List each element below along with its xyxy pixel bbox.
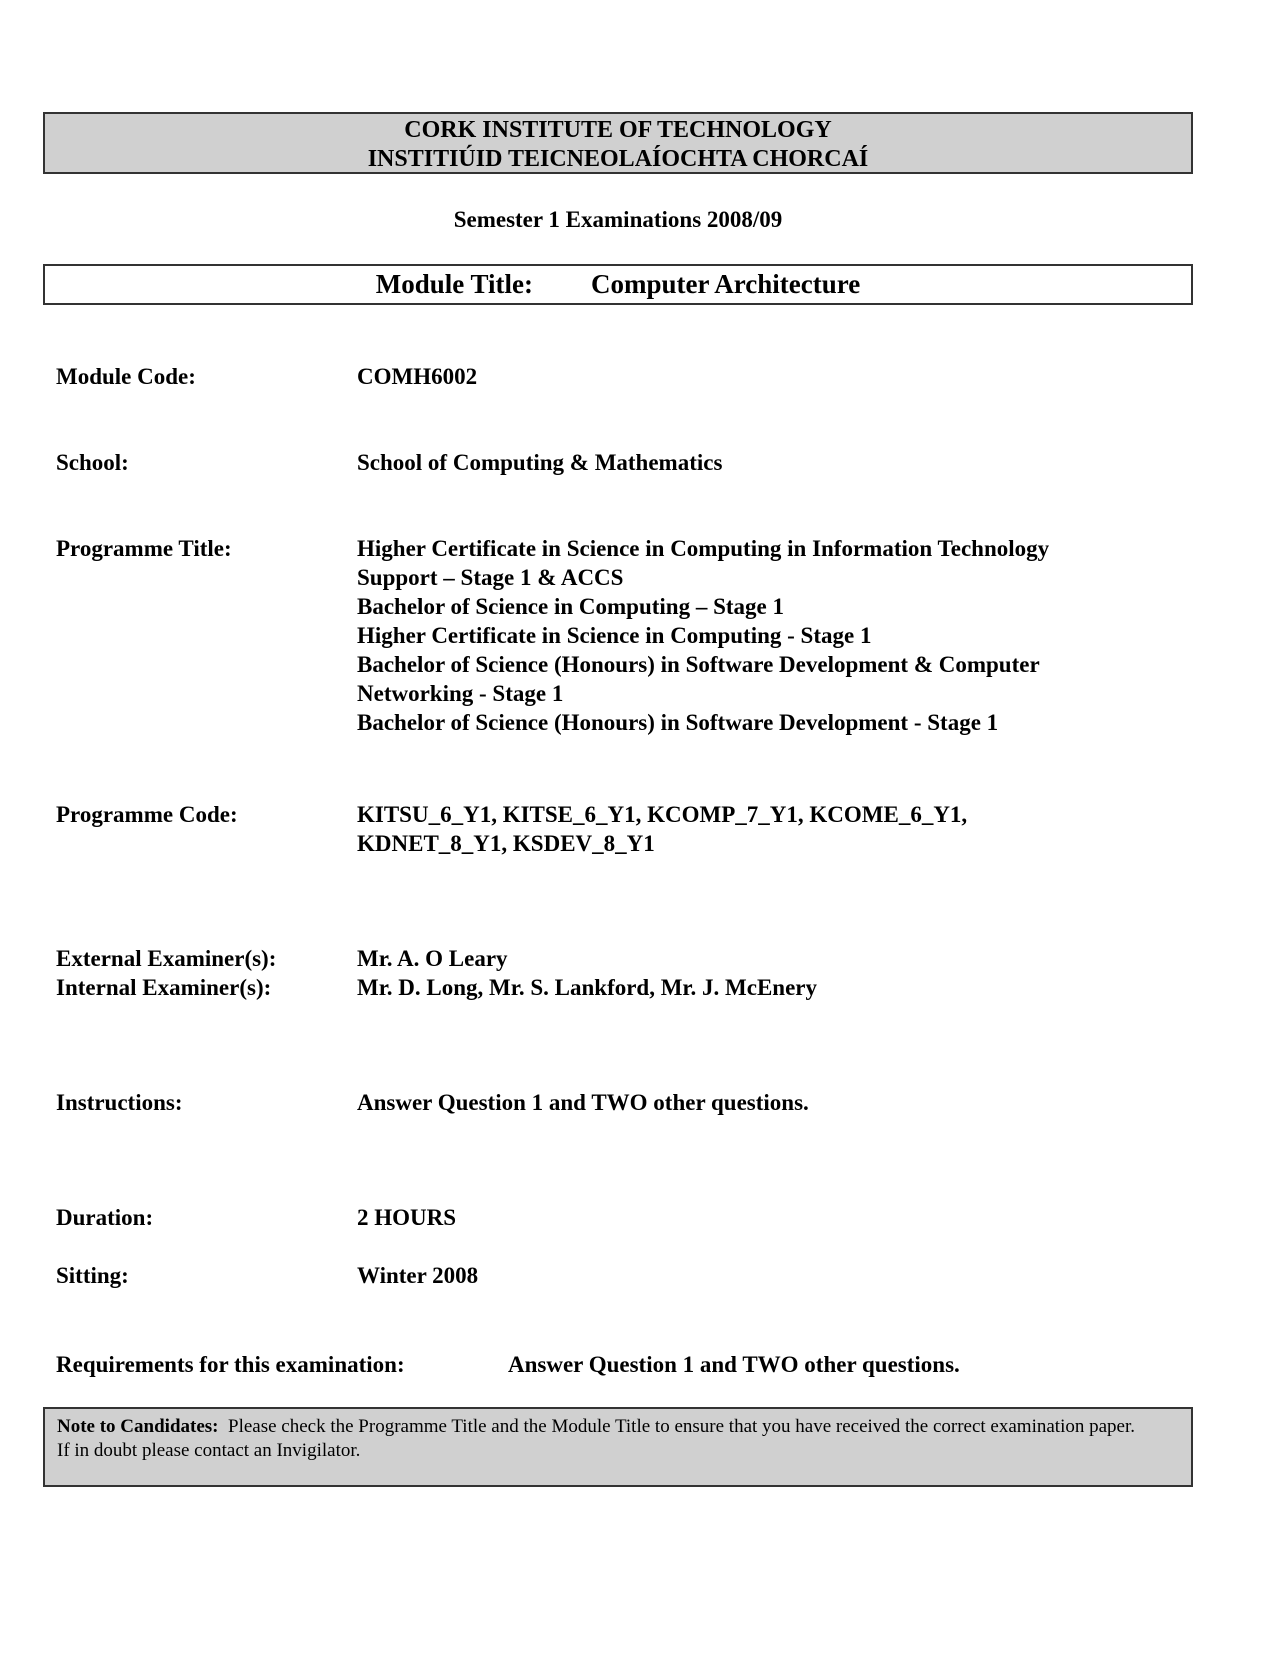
requirements-label: Requirements for this examination: bbox=[56, 1352, 405, 1377]
module-title-box bbox=[43, 264, 1193, 305]
programme-title-line: Bachelor of Science (Honours) in Software Development - Stage 1 bbox=[357, 710, 999, 735]
school-value: School of Computing & Mathematics bbox=[357, 450, 723, 475]
external-examiner-value: Mr. A. O Leary bbox=[357, 946, 508, 971]
programme-code-line: KITSU_6_Y1, KITSE_6_Y1, KCOMP_7_Y1, KCOME_6_Y1, bbox=[357, 802, 968, 827]
programme-title-line: Support – Stage 1 & ACCS bbox=[357, 565, 624, 590]
semester-heading: Semester 1 Examinations 2008/09 bbox=[453, 207, 783, 232]
programme-title-line: Bachelor of Science in Computing – Stage 1 bbox=[357, 594, 784, 619]
note-text: Please check the Programme Title and the Module Title to ensure that you have received the correct examination paper. bbox=[228, 1416, 1135, 1437]
requirements-value: Answer Question 1 and TWO other questions. bbox=[508, 1352, 960, 1377]
programme-code-line: KDNET_8_Y1, KSDEV_8_Y1 bbox=[357, 831, 655, 856]
programme-code-label: Programme Code: bbox=[56, 802, 238, 827]
programme-title-line: Bachelor of Science (Honours) in Software Development & Computer bbox=[357, 652, 1040, 677]
sitting-label: Sitting: bbox=[56, 1263, 129, 1288]
internal-examiner-label: Internal Examiner(s): bbox=[56, 975, 272, 1000]
programme-title-value bbox=[357, 534, 1049, 737]
internal-examiner-value: Mr. D. Long, Mr. S. Lankford, Mr. J. McEnery bbox=[357, 975, 817, 1000]
institution-header bbox=[43, 112, 1193, 174]
module-code-value: COMH6002 bbox=[357, 364, 478, 389]
module-title-value: Computer Architecture bbox=[591, 269, 861, 299]
programme-title-label: Programme Title: bbox=[56, 536, 232, 561]
instructions-value: Answer Question 1 and TWO other questions. bbox=[357, 1090, 809, 1115]
programme-code-value bbox=[357, 800, 967, 858]
school-label: School: bbox=[56, 450, 129, 475]
programme-title-line: Higher Certificate in Science in Computing in Information Technology bbox=[357, 536, 1050, 561]
module-code-label: Module Code: bbox=[56, 364, 196, 389]
institution-name-irish: INSTITIÚID TEICNEOLAÍOCHTA CHORCAÍ bbox=[367, 146, 869, 172]
external-examiner-label: External Examiner(s): bbox=[56, 946, 277, 971]
programme-title-line: Higher Certificate in Science in Computing - Stage 1 bbox=[357, 623, 872, 648]
institution-name-english: CORK INSTITUTE OF TECHNOLOGY bbox=[404, 117, 832, 143]
note-label: Note to Candidates: bbox=[57, 1416, 219, 1437]
note-text-invigilator: If in doubt please contact an Invigilator. bbox=[57, 1440, 361, 1461]
instructions-label: Instructions: bbox=[56, 1090, 183, 1115]
module-title-label: Module Title: bbox=[375, 269, 534, 299]
programme-title-line: Networking - Stage 1 bbox=[357, 681, 564, 706]
sitting-value: Winter 2008 bbox=[357, 1263, 479, 1288]
note-to-candidates bbox=[43, 1407, 1193, 1487]
duration-value: 2 HOURS bbox=[357, 1205, 457, 1230]
duration-label: Duration: bbox=[56, 1205, 154, 1230]
